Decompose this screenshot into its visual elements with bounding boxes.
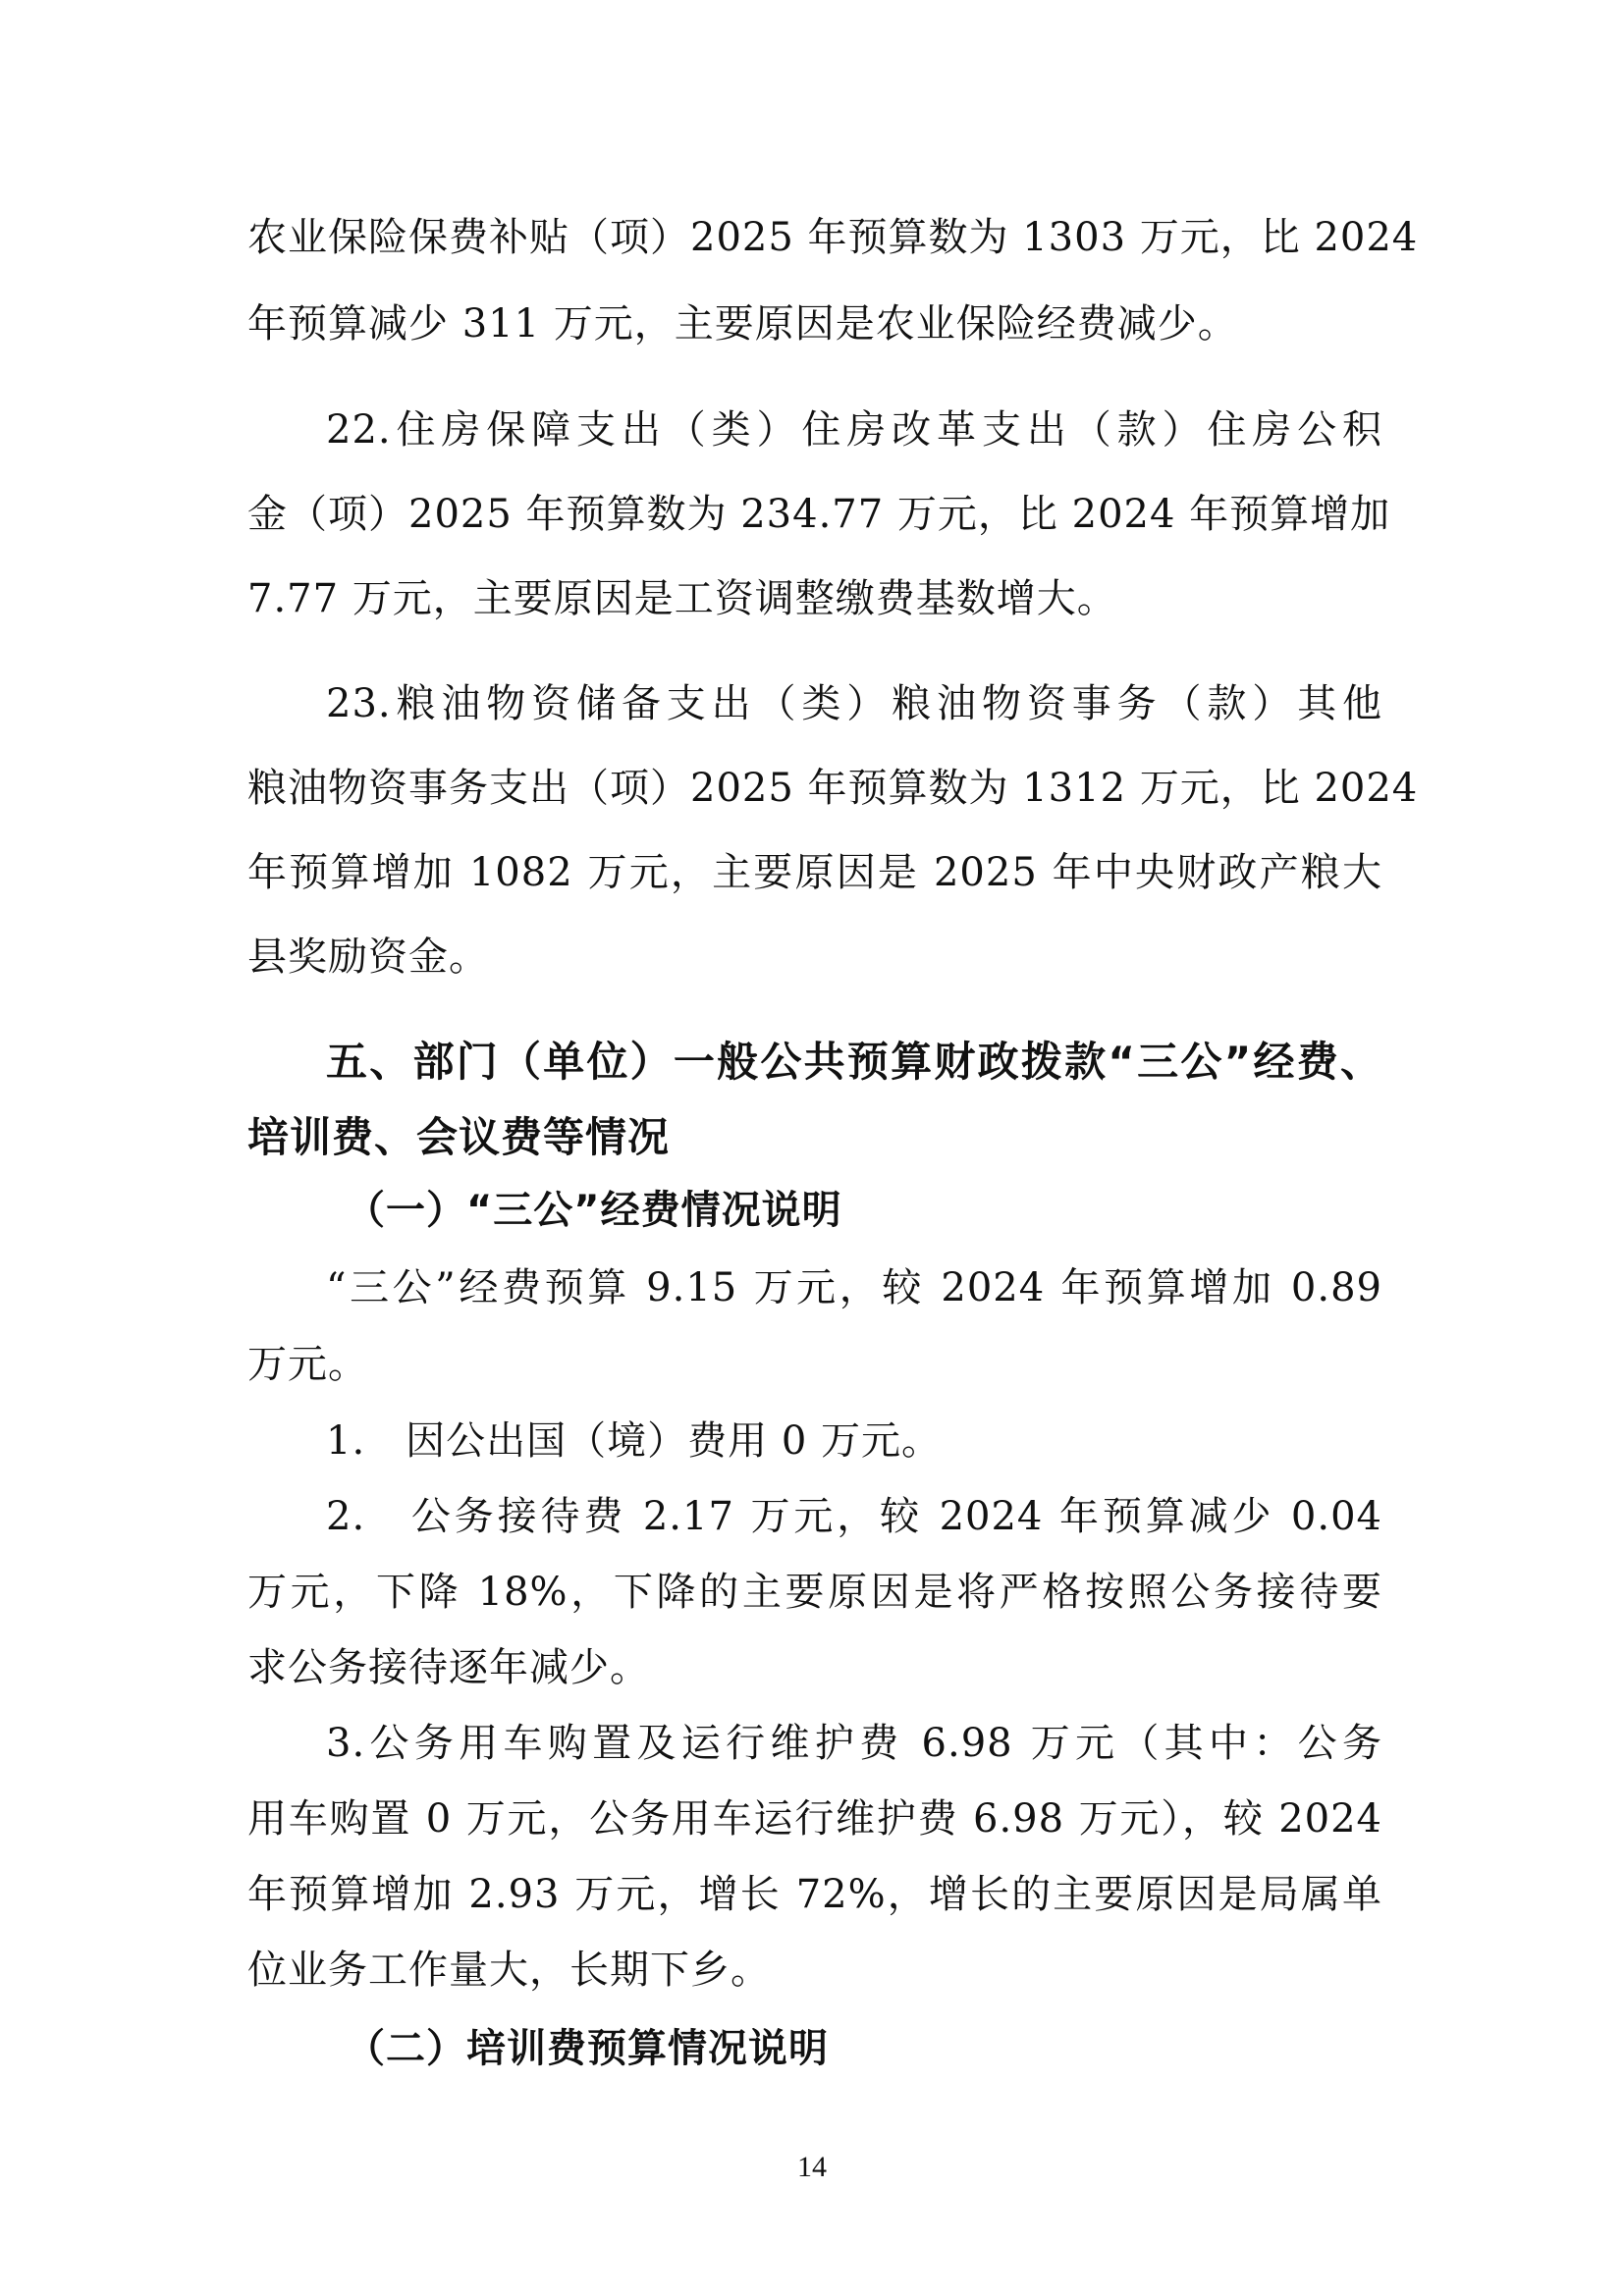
page-number: 14 [797,2151,827,2183]
item-23-line: 23.粮油物资储备支出（类）粮油物资事务（款）其他 [326,681,1382,726]
body-line: 金（项）2025 年预算数为 234.77 万元，比 2024 年预算增加 [247,492,1391,537]
body-line: 县奖励资金。 [247,934,489,980]
list-item: 2. 公务接待费 2.17 万元，较 2024 年预算减少 0.04 [326,1494,1382,1539]
body-line: 农业保险保费补贴（项）2025 年预算数为 1303 万元，比 2024 [247,215,1419,260]
body-line: 万元，下降 18%，下降的主要原因是将严格按照公务接待要 [247,1570,1382,1615]
section-heading: 培训费、会议费等情况 [247,1113,671,1161]
subsection-heading: （二）培训费预算情况说明 [346,2026,829,2071]
body-line: 7.77 万元，主要原因是工资调整缴费基数增大。 [247,576,1117,621]
body-line: 万元。 [247,1342,368,1387]
body-line: 年预算减少 311 万元，主要原因是农业保险经费减少。 [247,301,1238,347]
section-heading: 五、部门（单位）一般公共预算财政拨款“三公”经费、 [326,1038,1382,1086]
body-line: 求公务接待逐年减少。 [247,1645,650,1690]
body-line: “三公”经费预算 9.15 万元，较 2024 年预算增加 0.89 [326,1265,1382,1310]
subsection-heading: （一）“三公”经费情况说明 [346,1188,842,1233]
body-line: 位业务工作量大，长期下乡。 [247,1948,771,1993]
body-line: 用车购置 0 万元，公务用车运行维护费 6.98 万元），较 2024 [247,1796,1382,1842]
item-22-line: 22.住房保障支出（类）住房改革支出（款）住房公积 [326,407,1382,453]
list-item: 3.公务用车购置及运行维护费 6.98 万元（其中：公务 [326,1721,1382,1766]
body-line: 粮油物资事务支出（项）2025 年预算数为 1312 万元，比 2024 [247,766,1419,811]
body-line: 年预算增加 2.93 万元，增长 72%，增长的主要原因是局属单 [247,1872,1382,1917]
list-item: 1. 因公出国（境）费用 0 万元。 [326,1418,943,1464]
body-line: 年预算增加 1082 万元，主要原因是 2025 年中央财政产粮大 [247,850,1382,895]
